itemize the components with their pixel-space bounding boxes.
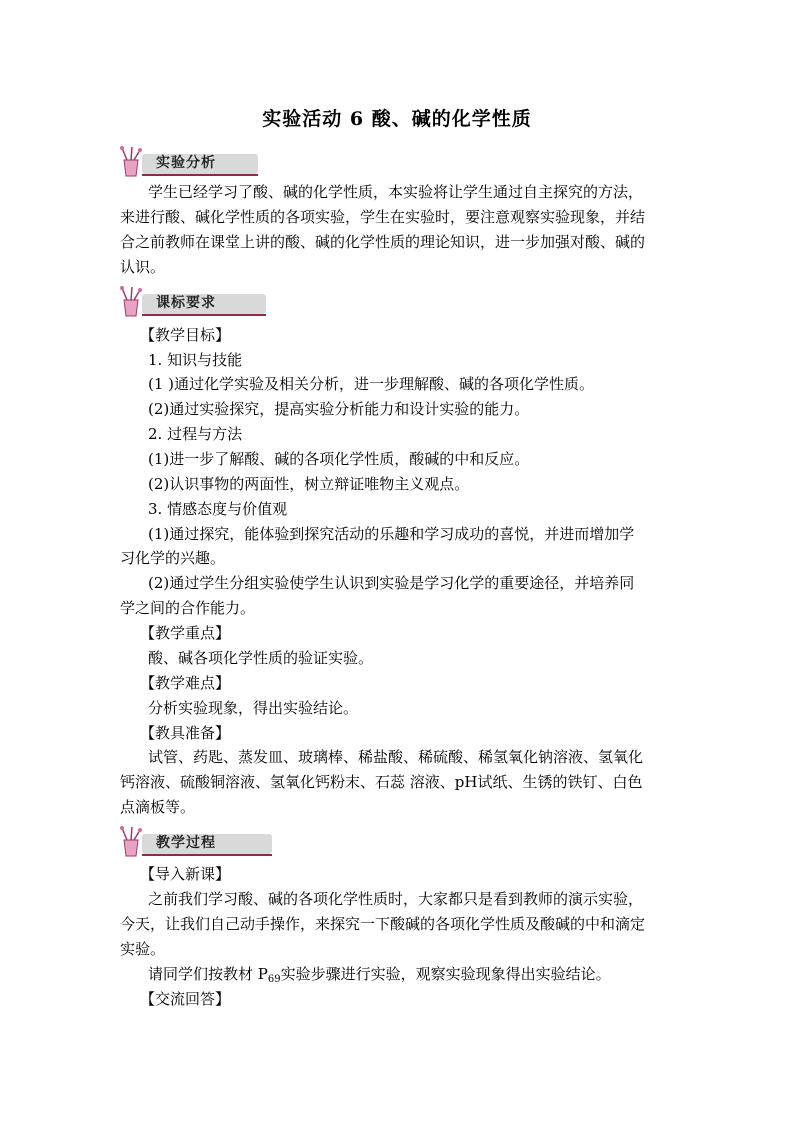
badge-label: 教学过程 xyxy=(156,835,216,851)
paragraph-line: 学之间的合作能力。 xyxy=(120,599,256,617)
section-heading: 【教学重点】 xyxy=(140,624,231,642)
paragraph-line: 试管、药匙、蒸发皿、玻璃棒、稀盐酸、稀硫酸、稀氢氧化钠溶液、氢氧化 xyxy=(148,748,644,766)
section-badge-analysis xyxy=(118,146,260,178)
paragraph-line: (2)通过实验探究，提高实验分析能力和设计实验的能力。 xyxy=(148,400,530,418)
paragraph-line: (2)认识事物的两面性，树立辩证唯物主义观点。 xyxy=(148,475,470,493)
text-fragment: 实验步骤进行实验，观察实验现象得出实验结论。 xyxy=(280,965,611,983)
badge-label: 实验分析 xyxy=(156,155,216,171)
paragraph-line: 合之前教师在课堂上讲的酸、碱的化学性质的理论知识，进一步加强对酸、碱的 xyxy=(120,233,646,251)
subheading: 1. 知识与技能 xyxy=(148,351,243,369)
paragraph-line: 认识。 xyxy=(120,258,166,276)
paragraph-line: (1 )通过化学实验及相关分析，进一步理解酸、碱的各项化学性质。 xyxy=(148,375,595,393)
section-badge-requirements xyxy=(118,286,268,318)
badge-label: 课标要求 xyxy=(156,295,216,311)
section-heading: 【交流回答】 xyxy=(140,990,231,1008)
paragraph-line: (1)通过探究，能体验到探究活动的乐趣和学习成功的喜悦，并进而增加学 xyxy=(148,525,635,543)
page-title: 实验活动 6 酸、碱的化学性质 xyxy=(262,108,532,130)
section-heading: 【教学目标】 xyxy=(140,326,231,344)
paragraph-line: 酸、碱各项化学性质的验证实验。 xyxy=(148,649,374,667)
paragraph-line: (1)进一步了解酸、碱的各项化学性质，酸碱的中和反应。 xyxy=(148,450,530,468)
subheading: 2. 过程与方法 xyxy=(148,425,243,443)
paragraph-line: 来进行酸、碱化学性质的各项实验，学生在实验时，要注意观察实验现象，并结 xyxy=(120,208,646,226)
paragraph-line: 习化学的兴趣。 xyxy=(120,549,226,567)
paragraph-line: 钙溶液、硫酸铜溶液、氢氧化钙粉末、石蕊 溶液、pH试纸、生锈的铁钉、白色 xyxy=(120,773,643,791)
paragraph-line: 学生已经学习了酸、碱的化学性质，本实验将让学生通过自主探究的方法， xyxy=(148,183,644,201)
text-fragment: 请同学们按教材 P xyxy=(148,965,268,983)
paragraph-line: (2)通过学生分组实验使学生认识到实验是学习化学的重要途径，并培养同 xyxy=(148,574,635,592)
section-badge-process xyxy=(118,826,274,858)
section-heading: 【教学难点】 xyxy=(140,674,231,692)
paragraph-line: 实验。 xyxy=(120,940,166,958)
paragraph-line: 今天，让我们自己动手操作，来探究一下酸碱的各项化学性质及酸碱的中和滴定 xyxy=(120,915,646,933)
paragraph-line: 点滴板等。 xyxy=(120,798,196,816)
section-heading: 【教具准备】 xyxy=(140,724,231,742)
paragraph-line: 分析实验现象，得出实验结论。 xyxy=(148,699,359,717)
subscript: 69 xyxy=(267,974,281,985)
section-heading: 【导入新课】 xyxy=(140,865,231,883)
paragraph-line: 之前我们学习酸、碱的各项化学性质时，大家都只是看到教师的演示实验， xyxy=(148,890,644,908)
subheading: 3. 情感态度与价值观 xyxy=(148,500,288,518)
